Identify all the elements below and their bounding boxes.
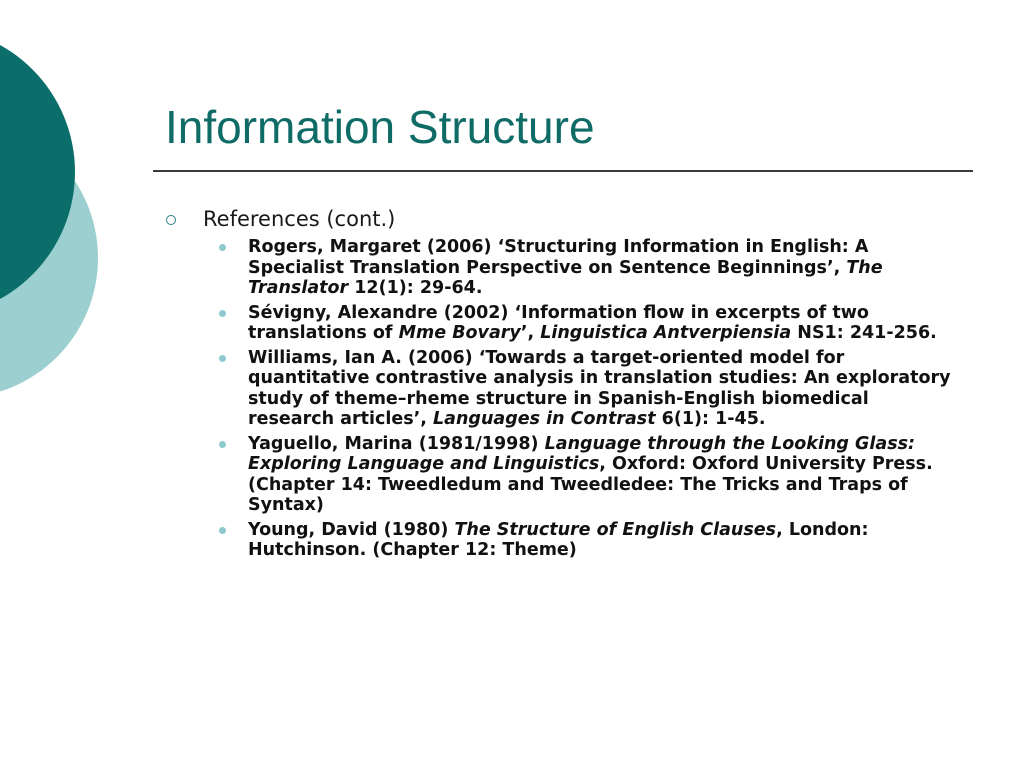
reference-text: NS1: 241-256. (791, 323, 937, 343)
bullet-dot-icon (219, 244, 226, 251)
bullet-dot-icon (219, 355, 226, 362)
reference-text: 6(1): 1-45. (655, 409, 766, 429)
reference-item-yaguello (165, 434, 965, 516)
hollow-circle-bullet-icon (166, 215, 176, 225)
reference-text: Yaguello, Marina (1981/1998) (248, 433, 545, 454)
bullet-dot-icon (219, 441, 226, 448)
reference-item-sevigny (165, 303, 965, 344)
reference-text: Rogers, Margaret (2006) ‘Structuring Information in English: A Specialist Translation Perspective on Sentence Beginnings’, (248, 237, 869, 278)
reference-journal: Linguistica Antverpiensia (540, 323, 792, 343)
reference-text: , Oxford: Oxford University Press. (Chapter 14: Tweedledum and Tweedledee: The Tricks and Traps of Syntax) (248, 454, 933, 515)
reference-list (165, 237, 965, 561)
reference-book-title: Mme Bovary (398, 323, 521, 343)
slide-title: Information Structure (165, 101, 595, 153)
references-bullet (165, 205, 965, 233)
decorative-circles (0, 0, 110, 410)
reference-text: 12(1): 29-64. (348, 278, 483, 298)
title-divider (153, 170, 973, 172)
bullet-dot-icon (219, 310, 226, 317)
reference-item-young (165, 520, 965, 561)
reference-item-rogers (165, 237, 965, 299)
reference-text: Young, David (1980) (248, 519, 455, 540)
reference-text: Williams, Ian A. (2006) ‘Towards a target-oriented model for quantitative contrastive analysis in translation studies: An exploratory study of theme–rheme structure in Spanish-English biomedical research articles’, (248, 347, 951, 429)
reference-text: , London: Hutchinson. (Chapter 12: Theme) (248, 519, 869, 560)
reference-text: ’, (520, 323, 541, 343)
reference-text: Sévigny, Alexandre (2002) ‘Information flow in excerpts of two translations of (248, 302, 869, 343)
reference-book-title: Language through the Looking Glass: Exploring Language and Linguistics (248, 433, 916, 474)
slide-content (165, 205, 965, 565)
reference-book-title: The Structure of English Clauses (454, 519, 777, 540)
reference-item-williams (165, 348, 965, 430)
bullet-dot-icon (219, 527, 226, 534)
reference-journal: Languages in Contrast (433, 409, 656, 429)
reference-journal: The Translator (248, 257, 883, 298)
references-heading: References (cont.) (203, 207, 396, 231)
